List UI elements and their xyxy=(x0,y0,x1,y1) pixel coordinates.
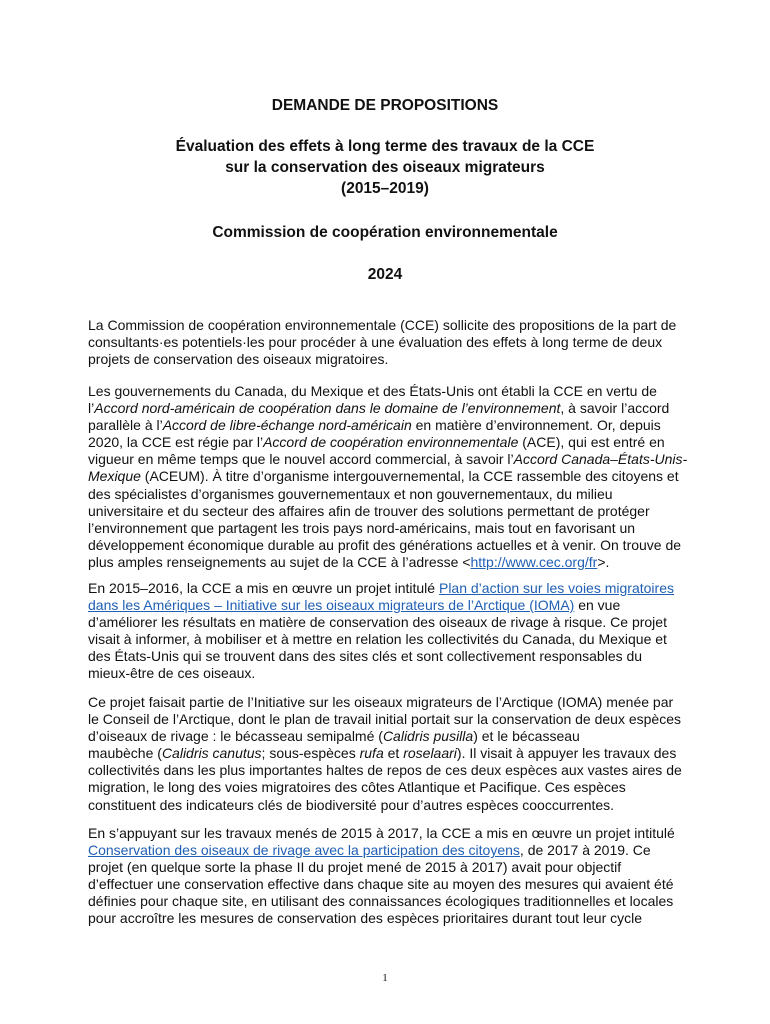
text-line: migration, le long des voies migratoires des côtes Atlantique et Pacifique. Ces espèces xyxy=(88,779,626,796)
text-line: La Commission de coopération environnementale (CCE) sollicite des propositions de la part de xyxy=(88,317,677,333)
shorebird-conservation-link[interactable]: Conservation des oiseaux de rivage avec la participation des citoyens xyxy=(88,842,520,859)
title-line-3: (2015–2019) xyxy=(341,180,429,197)
rfp-heading: DEMANDE DE PROPOSITIONS xyxy=(271,97,499,114)
text-line: Les gouvernements du Canada, du Mexique et des États-Unis ont établi la CCE en vertu de xyxy=(88,383,657,399)
text-line: parallèle à l’Accord de libre-échange nord-américain en matière d’environnement. Or, depuis xyxy=(88,417,661,434)
text-line: définies pour chaque site, en utilisant des connaissances écologiques traditionnelles et locales xyxy=(88,893,674,910)
cec-website-link[interactable]: http://www.cec.org/fr xyxy=(470,553,598,570)
agreement-title: Mexique xyxy=(88,468,141,485)
paragraph-background xyxy=(88,383,688,571)
text-line: d’effectuer une conservation effective dans chaque site au moyen des mesures qui avaient été xyxy=(88,876,674,893)
flyway-action-plan-link[interactable]: Plan d’action sur les voies migratoires xyxy=(438,580,674,596)
text-line: pour accroître les mesures de conservation des espèces prioritaires durant tout leur cycle xyxy=(88,910,643,927)
text-line: dans les Amériques – Initiative sur les oiseaux migrateurs de l’Arctique (IOMA) en vue xyxy=(88,597,621,614)
subspecies-name: rufa xyxy=(359,745,384,762)
text-line: projet (en quelque sorte la phase II du projet mené de 2015 à 2017) avait pour objectif xyxy=(88,859,622,876)
text-line: des spécialistes d’organismes gouvernementaux et non gouvernementaux, du milieu xyxy=(88,485,613,502)
subspecies-name: roselaari xyxy=(403,745,457,762)
text-line: projets de conservation des oiseaux migratoires. xyxy=(88,351,389,368)
text-line: visait à informer, à mobiliser et à mettre en relation les collectivités du Canada, du Mexique et xyxy=(88,631,667,648)
text-line: vigueur en même temps que le nouvel accord commercial, à savoir l’Accord Canada–États-Unis- xyxy=(88,451,688,468)
paragraph-flyway-project xyxy=(88,580,680,683)
text-line: collectivités dans les plus importantes haltes de repos de ces deux espèces aux vastes aires de xyxy=(88,762,682,779)
species-name: Calidris pusilla xyxy=(382,728,474,745)
text-line: d’améliorer les résultats en matière de conservation des oiseaux de rivage à risque. Ce projet xyxy=(88,614,667,631)
text-line: développement économique durable au profit des générations actuelles et à venir. On trouve de xyxy=(88,536,682,553)
organization-name: Commission de coopération environnementale xyxy=(212,224,558,241)
text-line: Conservation des oiseaux de rivage avec la participation des citoyens, de 2017 à 2019. Ce xyxy=(88,842,651,859)
title-line-1: Évaluation des effets à long terme des travaux de la CCE xyxy=(175,138,595,155)
species-name: Calidris canutus xyxy=(161,745,262,762)
paragraph-ambi xyxy=(88,694,680,814)
text-line: constituent des indicateurs clés de biodiversité pour d’autres espèces cooccurrentes. xyxy=(88,796,615,813)
text-line: universitaire et du secteur des affaires afin de trouver des solutions permettant de protéger xyxy=(88,502,650,519)
text-line: l’Accord nord-américain de coopération dans le domaine de l’environnement, à savoir l’accord xyxy=(88,400,670,417)
text-line: mieux-être de ces oiseaux. xyxy=(88,665,256,682)
text-line: En s’appuyant sur les travaux menés de 2015 à 2017, la CCE a mis en œuvre un projet intitulé xyxy=(88,825,675,841)
document-title xyxy=(0,136,770,199)
text-line: consultants·es potentiels·les pour procéder à une évaluation des effets à long terme de deux xyxy=(88,334,663,351)
paragraph-intro xyxy=(88,317,680,368)
text-line: des États-Unis qui se trouvent dans des sites clés et sont collectivement responsables du xyxy=(88,648,643,665)
text-line: d’oiseaux de rivage : le bécasseau semipalmé (Calidris pusilla) et le bécasseau xyxy=(88,728,580,745)
text-line: 2020, la CCE est régie par l’Accord de coopération environnementale (ACE), qui est entré en xyxy=(88,434,665,451)
title-line-2: sur la conservation des oiseaux migrateurs xyxy=(225,159,545,176)
agreement-title: Accord de coopération environnementale xyxy=(263,434,519,451)
text-line: plus amples renseignements au sujet de la CCE à l’adresse <http://www.cec.org/fr>. xyxy=(88,553,610,570)
text-line: Mexique (ACEUM). À titre d’organisme intergouvernemental, la CCE rassemble des citoyens et xyxy=(88,468,679,485)
agreement-title: Accord Canada–États-Unis- xyxy=(513,451,688,468)
text-line: En 2015–2016, la CCE a mis en œuvre un projet intitulé Plan d’action sur les voies migratoires xyxy=(88,580,674,596)
text-line: maubèche (Calidris canutus; sous-espèces rufa et roselaari). Il visait à appuyer les travaux des xyxy=(88,745,677,762)
text-line: Ce projet faisait partie de l’Initiative sur les oiseaux migrateurs de l’Arctique (IOMA) menée par xyxy=(88,694,674,710)
agreement-title: Accord de libre-échange nord-américain xyxy=(162,417,412,434)
document-year: 2024 xyxy=(367,266,403,283)
page-number: 1 xyxy=(382,972,388,984)
paragraph-shorebird-project xyxy=(88,825,680,928)
agreement-title: Accord nord-américain de coopération dans le domaine de l’environnement xyxy=(94,400,561,417)
text-line: le Conseil de l’Arctique, dont le plan de travail initial portait sur la conservation de deux espèces xyxy=(88,711,682,728)
text-line: l’environnement que partagent les trois pays nord-américains, mais tout en favorisant un xyxy=(88,519,636,536)
flyway-action-plan-link-cont[interactable]: dans les Amériques – Initiative sur les oiseaux migrateurs de l’Arctique (IOMA) xyxy=(88,597,575,614)
